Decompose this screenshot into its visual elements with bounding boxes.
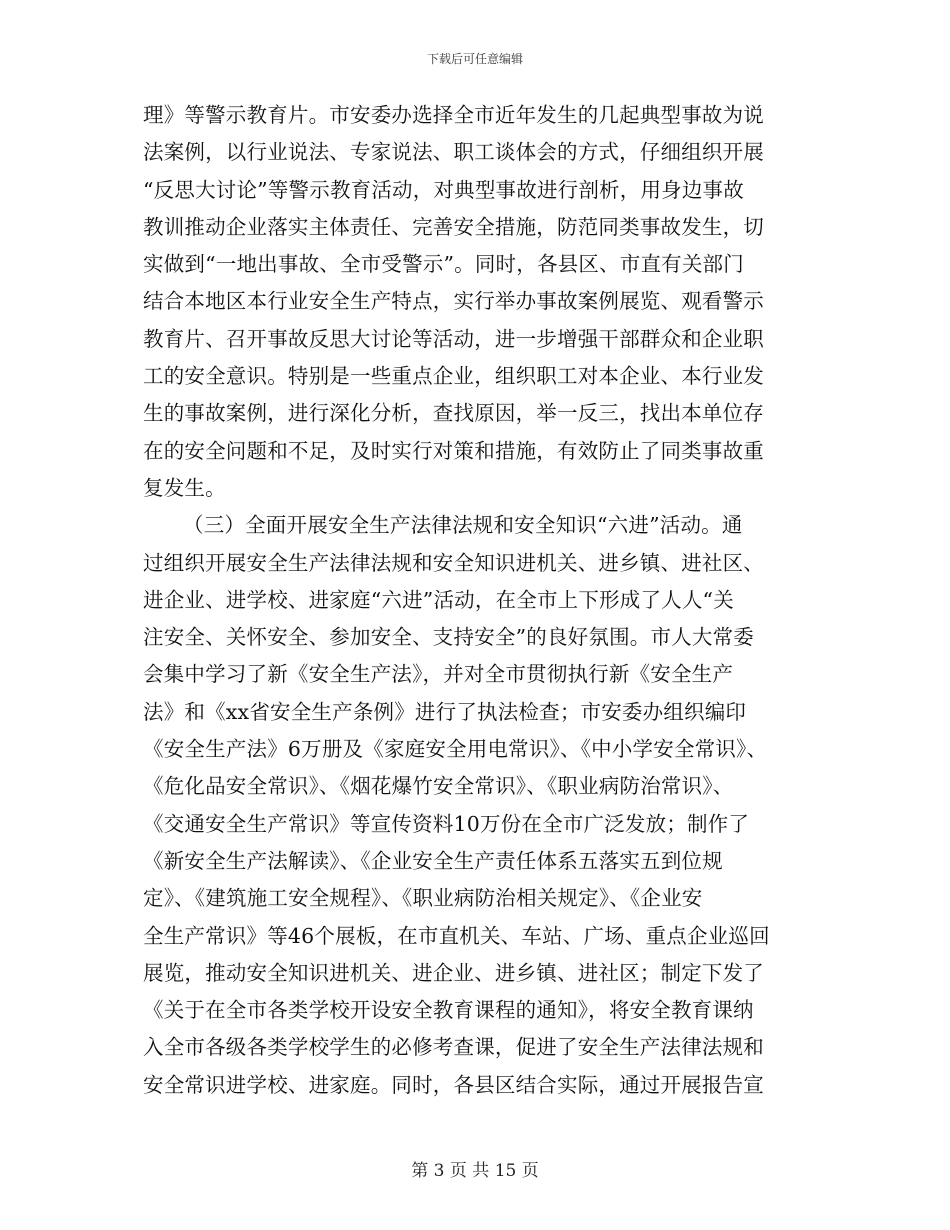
text-line: 《危化品安全常识》、《烟花爆竹安全常识》、《职业病防治常识》、 xyxy=(143,774,734,799)
text-line: 《新安全生产法解读》、《企业安全生产责任体系五落实五到位规 xyxy=(143,848,723,873)
text-line: 《交通安全生产常识》等宣传资料10万份在全市广泛发放；制作了 xyxy=(143,811,750,836)
text-line: “反思大讨论”等警示教育活动，对典型事故进行剖析，用身边事故 xyxy=(143,177,744,202)
text-line: 生的事故案例，进行深化分析，查找原因，举一反三，找出本单位存 xyxy=(143,401,764,426)
text-line: 复发生。 xyxy=(143,475,226,500)
text-line: 工的安全意识。特别是一些重点企业，组织职工对本企业、本行业发 xyxy=(143,364,764,389)
text-line: 进企业、进学校、进家庭“六进”活动，在全市上下形成了人人“关 xyxy=(143,587,734,612)
text-line: 法》和《xx省安全生产条例》进行了执法检查；市安委办组织编印 xyxy=(143,699,747,724)
text-line: 《关于在全市各类学校开设安全教育课程的通知》，将安全教育课纳 xyxy=(143,998,754,1023)
text-line: 在的安全问题和不足，及时实行对策和措施，有效防止了同类事故重 xyxy=(143,438,764,463)
text-line: 定》、《建筑施工安全规程》、《职业病防治相关规定》、《企业安 xyxy=(143,886,703,911)
text-line: 安全常识进学校、进家庭。同时，各县区结合实际，通过开展报告宣 xyxy=(143,1072,764,1097)
text-line: 法案例，以行业说法、专家说法、职工谈体会的方式，仔细组织开展 xyxy=(143,140,764,165)
text-line: 教训推动企业落实主体责任、完善安全措施，防范同类事故发生，切 xyxy=(143,214,764,239)
text-line: 过组织开展安全生产法律法规和安全知识进机关、进乡镇、进社区、 xyxy=(143,550,764,575)
section-heading-line: （三）全面开展安全生产法律法规和安全知识“六进”活动。通 xyxy=(183,513,743,538)
text-line: 实做到“一地出事故、全市受警示”。同时，各县区、市直有关部门 xyxy=(143,252,744,277)
text-line: 入全市各级各类学校学生的必修考查课，促进了安全生产法律法规和 xyxy=(143,1035,764,1060)
text-line: 全生产常识》等46个展板，在市直机关、车站、广场、重点企业巡回 xyxy=(143,923,770,948)
text-line: 结合本地区本行业安全生产特点，实行举办事故案例展览、观看警示 xyxy=(143,289,764,314)
text-line: 教育片、召开事故反思大讨论等活动，进一步增强干部群众和企业职 xyxy=(143,326,764,351)
text-line: 《安全生产法》6万册及《家庭安全用电常识》、《中小学安全常识》、 xyxy=(143,737,768,762)
text-line: 会集中学习了新《安全生产法》，并对全市贯彻执行新《安全生产 xyxy=(143,662,734,687)
page-number-footer: 第 3 页 共 15 页 xyxy=(411,1161,539,1181)
text-line: 理》等警示教育片。市安委办选择全市近年发生的几起典型事故为说 xyxy=(143,103,764,127)
page-header: 下载后可任意编辑 xyxy=(426,52,523,66)
document-body xyxy=(143,97,823,1104)
text-line: 注安全、关怀安全、参加安全、支持安全”的良好氛围。市人大常委 xyxy=(143,625,754,650)
text-line: 展览，推动安全知识进机关、进企业、进乡镇、进社区；制定下发了 xyxy=(143,960,764,985)
